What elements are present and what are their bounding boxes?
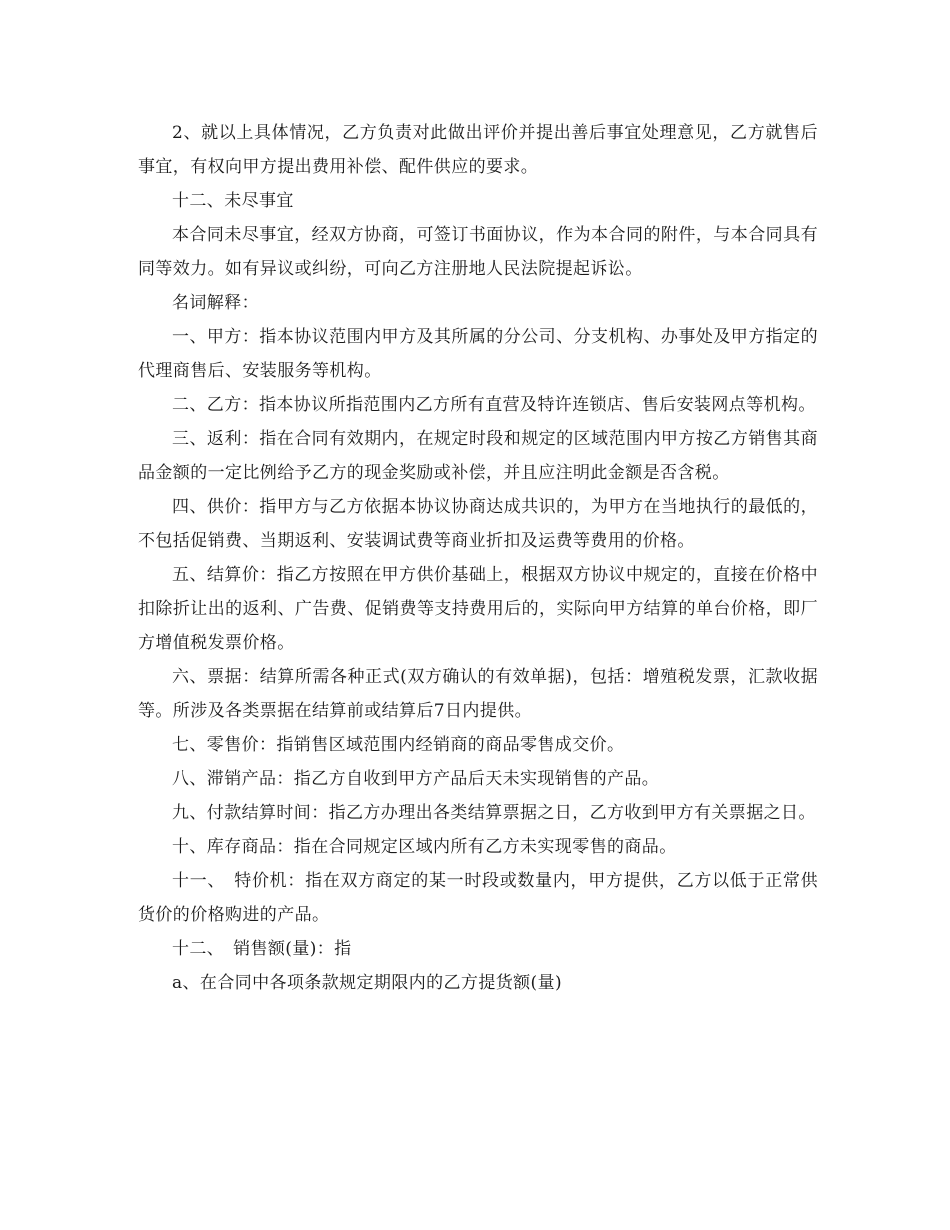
- definition-inventory-goods: 十、库存商品：指在合同规定区域内所有乙方未实现零售的商品。: [172, 837, 677, 857]
- definition-retail-price: 七、零售价：指销售区域范围内经销商的商品零售成交价。: [172, 735, 625, 755]
- document-body: [138, 116, 818, 1000]
- definition-sales-volume: 十二、 销售额(量)：指: [172, 939, 352, 959]
- paragraph-outstanding-matters: 本合同未尽事宜，经双方协商，可签订书面协议，作为本合同的附件，与本合同具有同等效力。如有异议或纠纷，可向乙方注册地人民法院提起诉讼。: [138, 225, 818, 279]
- definition-party-a: 一、甲方：指本协议范围内甲方及其所属的分公司、分支机构、办事处及甲方指定的代理商售后、安装服务等机构。: [138, 327, 818, 381]
- definition-party-b: 二、乙方：指本协议所指范围内乙方所有直营及特许连锁店、售后安装网点等机构。: [172, 395, 816, 415]
- heading-term-definitions: 名词解释：: [172, 293, 259, 313]
- definition-sales-volume-item-a: a、在合同中各项条款规定期限内的乙方提货额(量): [172, 973, 562, 993]
- definition-slow-moving-products: 八、滞销产品：指乙方自收到甲方产品后天未实现销售的产品。: [172, 769, 660, 789]
- definition-settlement-price: 五、结算价：指乙方按照在甲方供价基础上，根据双方协议中规定的，直接在价格中扣除折让出的返利、广告费、促销费等支持费用后的，实际向甲方结算的单台价格，即厂方增值税发票价格。: [138, 565, 818, 653]
- definition-special-price-machine: 十一、 特价机：指在双方商定的某一时段或数量内，甲方提供，乙方以低于正常供货价的价格购进的产品。: [138, 871, 818, 925]
- definition-payment-settlement-time: 九、付款结算时间：指乙方办理出各类结算票据之日，乙方收到甲方有关票据之日。: [172, 803, 816, 823]
- section-heading-outstanding-matters: 十二、未尽事宜: [172, 191, 294, 211]
- paragraph-after-sales-evaluation: 2、就以上具体情况，乙方负责对此做出评价并提出善后事宜处理意见，乙方就售后事宜，有权向甲方提出费用补偿、配件供应的要求。: [138, 123, 818, 177]
- definition-bills: 六、票据：结算所需各种正式(双方确认的有效单据)，包括：增殖税发票，汇款收据等。所涉及各类票据在结算前或结算后7日内提供。: [138, 667, 818, 721]
- definition-supply-price: 四、供价：指甲方与乙方依据本协议协商达成共识的，为甲方在当地执行的最低的，不包括促销费、当期返利、安装调试费等商业折扣及运费等费用的价格。: [138, 497, 818, 551]
- definition-rebate: 三、返利：指在合同有效期内，在规定时段和规定的区域范围内甲方按乙方销售其商品金额的一定比例给予乙方的现金奖励或补偿，并且应注明此金额是否含税。: [138, 429, 818, 483]
